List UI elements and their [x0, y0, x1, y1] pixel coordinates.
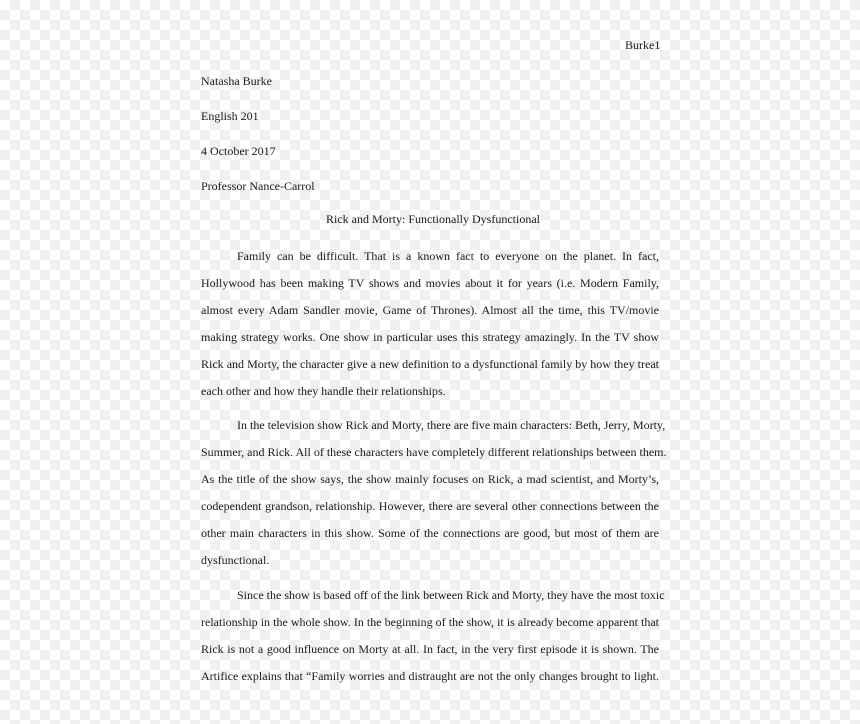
paragraph-line: each other and how they handle their relationships.	[201, 384, 446, 398]
paragraph-line: Summer, and Rick. All of these characters have completely different relationships between them.	[201, 445, 667, 459]
paragraph-line: Family can be difficult. That is a known fact to everyone on the planet. In fact,	[237, 249, 659, 263]
paragraph-line: codependent grandson, relationship. However, there are several other connections between the	[201, 499, 659, 513]
paragraph-line: Artifice explains that “Family worries and distraught are not the only changes brought to light.	[201, 669, 659, 683]
paragraph-line: other main characters in this show. Some of the connections are good, but most of them are	[201, 526, 659, 540]
author-name: Natasha Burke	[201, 74, 272, 88]
paragraph-line: relationship in the whole show. In the beginning of the show, it is already become apparent that	[201, 615, 659, 629]
paragraph-line: As the title of the show says, the show mainly focuses on Rick, a mad scientist, and Morty’s,	[201, 472, 659, 486]
running-head: Burke1	[625, 38, 661, 52]
essay-title: Rick and Morty: Functionally Dysfunctional	[326, 212, 540, 226]
paragraph-line: making strategy works. One show in particular uses this strategy amazingly. In the TV show	[201, 330, 659, 344]
paragraph-line: almost every Adam Sandler movie, Game of Thrones). Almost all the time, this TV/movie	[201, 303, 659, 317]
professor-name: Professor Nance-Carrol	[201, 179, 315, 193]
course-name: English 201	[201, 109, 259, 123]
paragraph-line: Since the show is based off of the link between Rick and Morty, they have the most toxic	[237, 588, 665, 602]
paragraph-line: Rick and Morty, the character give a new definition to a dysfunctional family by how they treat	[201, 357, 659, 371]
paragraph-line: Hollywood has been making TV shows and movies about it for years (i.e. Modern Family,	[201, 276, 659, 290]
paragraph-line: Rick is not a good influence on Morty at all. In fact, in the very first episode it is shown. The	[201, 642, 659, 656]
paragraph-line: In the television show Rick and Morty, there are five main characters: Beth, Jerry, Morty,	[237, 418, 666, 432]
document-date: 4 October 2017	[201, 144, 276, 158]
paragraph-line: dysfunctional.	[201, 553, 270, 567]
